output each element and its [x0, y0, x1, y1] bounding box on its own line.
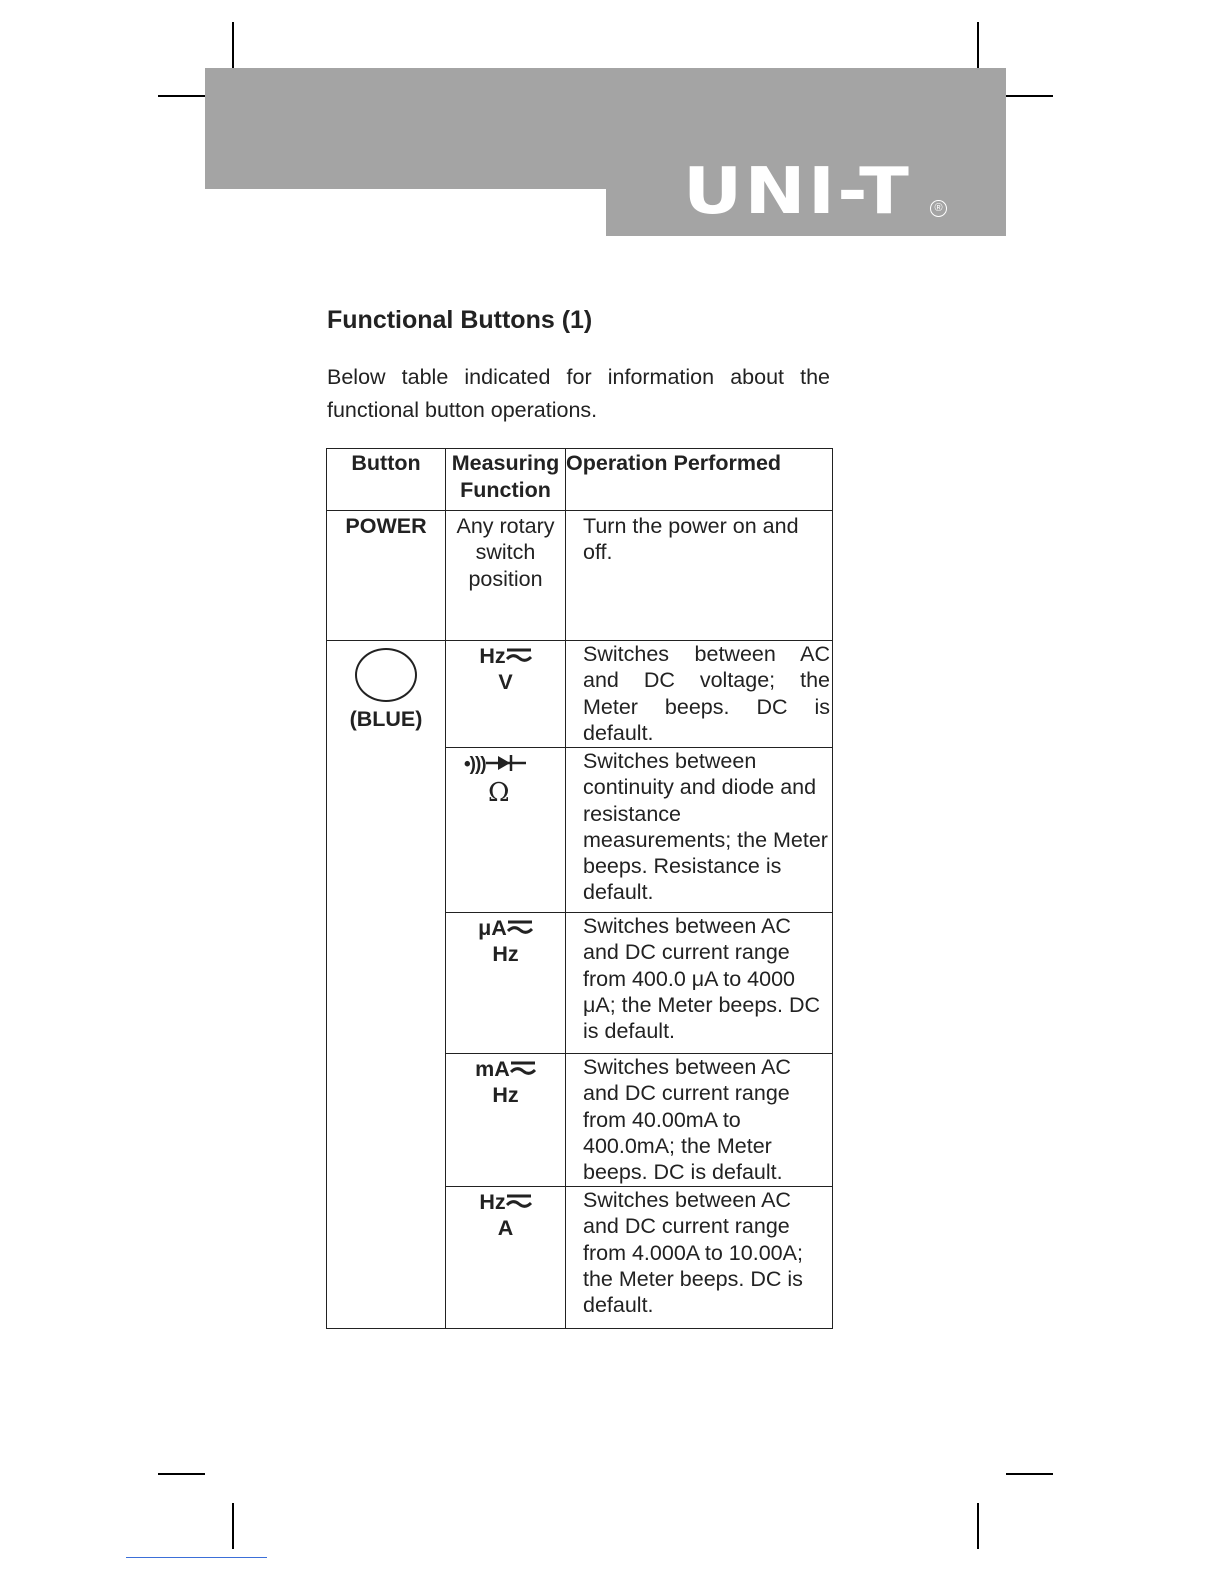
table-header-row — [327, 449, 833, 511]
power-button-label: POWER — [327, 511, 446, 641]
function-top: Hz — [479, 1190, 506, 1214]
crop-mark — [1006, 95, 1053, 97]
function-top: mA — [475, 1057, 510, 1081]
crop-mark — [1006, 1473, 1053, 1475]
table-row-power — [327, 511, 833, 641]
operation-cell: Switches between AC and DC current range from 40.00mA to 400.0mA; the Meter beeps. DC is default. — [566, 1054, 833, 1187]
crop-mark — [158, 1473, 205, 1475]
crop-mark — [232, 1503, 234, 1549]
function-bottom: Hz — [492, 942, 519, 966]
functional-buttons-table — [326, 448, 833, 1329]
crop-mark — [977, 22, 979, 68]
power-operation: Turn the power on and off. — [566, 511, 833, 641]
operation-cell: Switches between AC and DC current range from 400.0 μA to 4000 μA; the Meter beeps. DC is default. — [566, 913, 833, 1054]
crop-mark — [977, 1503, 979, 1549]
diode-icon — [486, 754, 526, 772]
function-bottom: V — [498, 670, 513, 694]
function-cell — [446, 913, 566, 1054]
power-function: Any rotary switch position — [446, 511, 566, 641]
function-cell — [446, 1054, 566, 1187]
blue-button-cell — [327, 641, 446, 1329]
ac-dc-icon — [510, 1060, 536, 1078]
header-operation: Operation Performed — [566, 449, 833, 511]
brand-logo: UNI-T — [683, 155, 912, 229]
operation-cell: Switches between AC and DC current range from 4.000A to 10.00A; the Meter beeps. DC is default. — [566, 1187, 833, 1329]
operation-cell: Switches between continuity and diode and resistance measurements; the Meter beeps. Resistance is default. — [566, 748, 833, 913]
function-bottom: A — [497, 1216, 514, 1240]
function-bottom: Hz — [492, 1083, 519, 1107]
header-function: Measuring Function — [446, 449, 566, 511]
ohm-icon: Ω — [488, 778, 510, 808]
crop-mark — [232, 22, 234, 68]
crop-mark — [158, 95, 205, 97]
registered-mark: ® — [930, 200, 947, 217]
ac-dc-icon — [507, 919, 533, 937]
continuity-icon: •))) — [464, 754, 486, 775]
function-cell — [446, 1187, 566, 1329]
function-cell — [446, 641, 566, 748]
function-top: μA — [478, 916, 507, 940]
operation-cell: Switches between AC and DC voltage; the Meter beeps. DC is default. — [566, 641, 833, 748]
table-row — [327, 641, 833, 748]
blue-button-icon — [355, 648, 417, 702]
function-top: Hz — [479, 644, 506, 668]
ac-dc-icon — [506, 1193, 532, 1211]
blue-button-label: (BLUE) — [349, 707, 423, 731]
intro-paragraph: Below table indicated for information about the functional button operations. — [327, 365, 830, 422]
header-button: Button — [327, 449, 446, 511]
ac-dc-icon — [506, 647, 532, 665]
bottom-link-underline — [126, 1557, 267, 1558]
function-cell — [446, 748, 566, 913]
page-title: Functional Buttons (1) — [327, 306, 593, 334]
